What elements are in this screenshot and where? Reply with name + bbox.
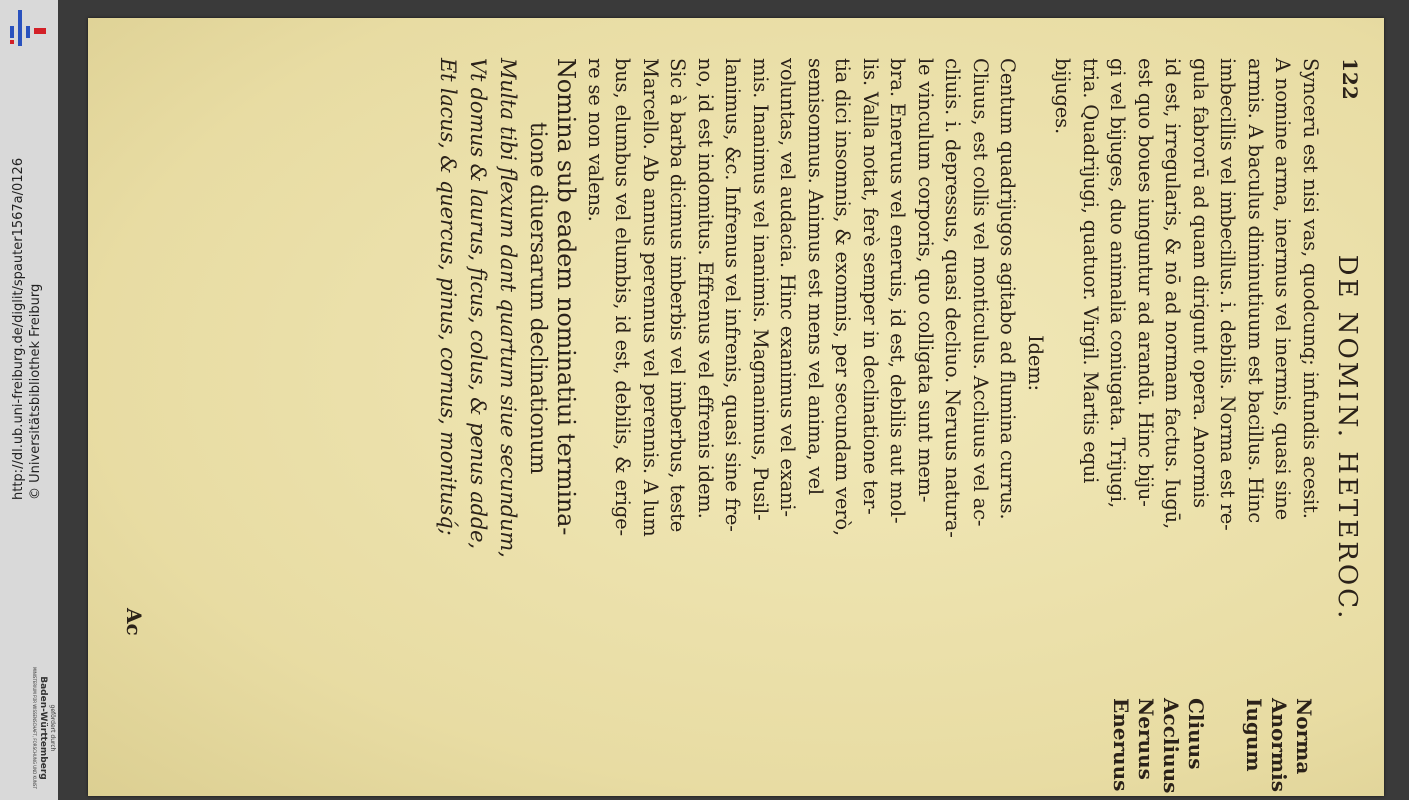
margin-note: Cliuus bbox=[1184, 698, 1208, 770]
text-line: est quo boues iunguntur ad arandū. Hinc biju- bbox=[1134, 58, 1157, 507]
university-logo-icon[interactable] bbox=[6, 6, 48, 52]
text-line: no, id est indomitus. Effrenus vel effrenis idem. bbox=[694, 58, 717, 519]
text-line: Marcello. Ab annus perennus vel perennis. A lum bbox=[639, 58, 662, 537]
funder-logo bbox=[2, 660, 56, 796]
text-line: armis. A baculus diminutiuum est bacillus. Hinc bbox=[1244, 58, 1267, 523]
text-line: lanimus, &c. Infrenus vel infrenis, quasi sine fre- bbox=[721, 58, 745, 532]
verse-line: Vt domus & laurus, ficus, colus, & penus adde, bbox=[466, 58, 491, 549]
text-line: bra. Eneruus vel eneruis, id est, debilis aut mol- bbox=[886, 58, 910, 524]
text-line: Syncerū est nisi vas, quodcunq; infundis acesit. bbox=[1299, 58, 1322, 519]
margin-notes bbox=[1108, 698, 1324, 794]
text-line: A nomine arma, inermus vel inermis, quasi sine bbox=[1271, 58, 1295, 521]
funder-line-2: Baden-Württemberg bbox=[38, 676, 48, 780]
verse-line: Multa tibi flexum dant quartum siue secundum, bbox=[496, 58, 521, 558]
text-line: bus, elumbus vel elumbis, id est, debilis, & erige- bbox=[611, 58, 635, 536]
page-text-rotated bbox=[88, 18, 1384, 796]
text-line: voluntas, vel audacia. Hinc exanimus vel exani- bbox=[776, 58, 800, 517]
section-heading: Nomina sub eadem nominatiui termina- bbox=[552, 58, 581, 536]
margin-note: Norma bbox=[1292, 698, 1316, 775]
text-line: tria. Quadrijugi, quatuor. Virgil. Martis equi bbox=[1079, 58, 1102, 484]
verse-line: Et lacus, & quercus, pinus, cornus, monitusq́; bbox=[436, 58, 461, 536]
document-url-link[interactable]: http://dl.ub.uni-freiburg.de/diglit/spauter1567a/0126 bbox=[11, 157, 26, 500]
text-line: re se non valens. bbox=[584, 58, 607, 222]
running-head: DE NOMIN. HETEROC. bbox=[1332, 254, 1362, 622]
text-line: Cliuus, est collis vel monticulus. Accliuus vel ac- bbox=[969, 58, 992, 527]
text-line: le vinculum corporis, quo colligata sunt mem- bbox=[914, 58, 937, 503]
text-line: imbecillis vel imbecillus. i. debilis. Norma est re- bbox=[1216, 58, 1240, 531]
section-heading-continued: tione diuersarum declinationum bbox=[525, 122, 551, 475]
page-header bbox=[1322, 58, 1362, 758]
text-line: Sic à barba dicimus imberbis vel imberbus, teste bbox=[666, 58, 690, 533]
margin-note: Accliuus bbox=[1159, 698, 1183, 794]
text-line: bijuges. bbox=[1051, 58, 1075, 134]
copyright-text: © Universitätsbibliothek Freiburg bbox=[28, 283, 43, 500]
text-line: Centum quadrijugos agitabo ad flumina currus. bbox=[996, 58, 1020, 520]
text-line: id est, irregularis, & nō ad normam factus. Iugū, bbox=[1161, 58, 1185, 530]
sidebar bbox=[0, 0, 58, 800]
margin-note: Anormis bbox=[1267, 698, 1291, 792]
text-line: gi vel bijuges, duo animalia coniugata. Trijugi, bbox=[1106, 58, 1130, 508]
funder-line-3: MINISTERIUM FÜR WISSENSCHAFT, FORSCHUNG UND KUNST bbox=[32, 667, 37, 789]
text-line: semisomnus. Animus est mens vel anima, vel bbox=[804, 58, 827, 495]
page-number: 122 bbox=[1338, 58, 1362, 100]
margin-group bbox=[1108, 698, 1208, 794]
margin-note: Neruus bbox=[1134, 698, 1158, 780]
text-line: cliuis. i. depressus, quasi decliuo. Neruus natura- bbox=[941, 58, 965, 538]
text-line: lis. Valla notat, ferè semper in declinatione ter- bbox=[859, 58, 882, 515]
sidebar-citation bbox=[10, 157, 50, 500]
text-line: Idem: bbox=[1024, 335, 1047, 391]
page-viewport bbox=[88, 18, 1384, 796]
catchword: Ac bbox=[122, 608, 146, 636]
margin-note: Iugum bbox=[1242, 698, 1266, 772]
text-line: tia dici insomnis, & exomnis, per secundam verò, bbox=[831, 58, 855, 536]
margin-note: Eneruus bbox=[1109, 698, 1133, 792]
text-line: gula fabrorū ad quam dirigunt opera. Anormis bbox=[1189, 58, 1212, 508]
funder-line-1: gefördert durch bbox=[49, 704, 56, 752]
body-text bbox=[434, 58, 1325, 668]
text-line: mis. Inanimus vel inanimis. Magnanimus, Pusil- bbox=[749, 58, 772, 521]
margin-group bbox=[1241, 698, 1316, 792]
